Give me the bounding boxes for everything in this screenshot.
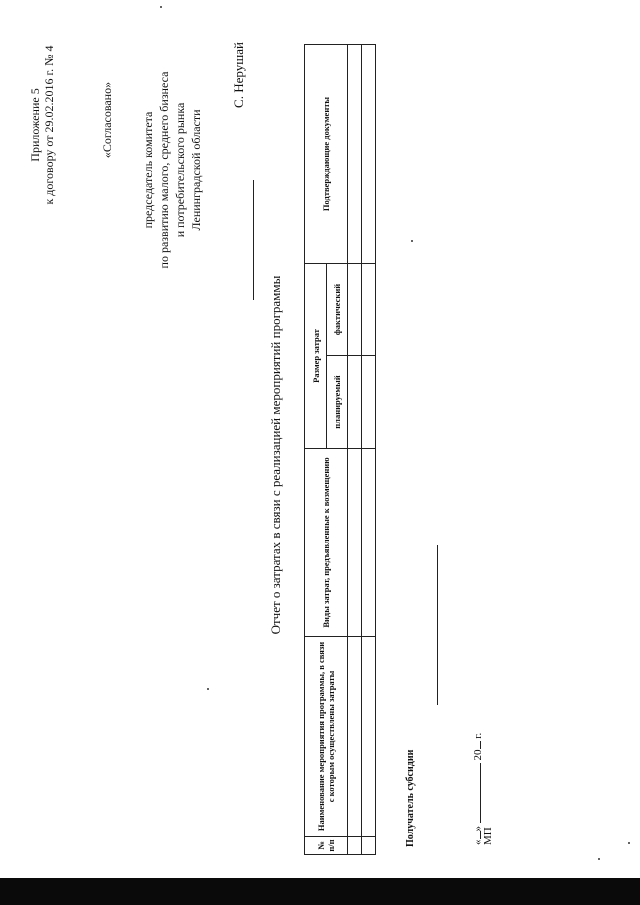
seal-placeholder: МП [482, 827, 494, 845]
approver-position-line4: Ленинградской области [189, 109, 203, 231]
table-cell [348, 449, 362, 637]
table-cell [362, 837, 376, 855]
report-title: Отчет о затратах в связи с реализацией мероприятий программы [268, 275, 283, 635]
scan-speck [160, 6, 162, 8]
cost-report-table [304, 44, 376, 855]
approver-position-line3: и потребительского рынка [173, 102, 187, 238]
recipient-signature-line [437, 545, 438, 705]
scan-speck [411, 240, 413, 242]
appendix-contract: к договору от 29.02.2016 г. № 4 [42, 45, 56, 205]
approver-position-line1: председатель комитета [141, 111, 155, 229]
table-cell [348, 264, 362, 356]
approver-position [140, 35, 204, 305]
approver-name: С. Нерушай [231, 42, 246, 108]
day-blank [470, 832, 481, 840]
table-cell [348, 837, 362, 855]
table-cell [362, 45, 376, 264]
table-cell [362, 356, 376, 449]
subsidy-recipient-label: Получатель субсидии [405, 749, 416, 847]
year-blank [470, 742, 481, 750]
appendix-number: Приложение 5 [28, 88, 42, 162]
scan-bottom-border [0, 878, 640, 905]
month-blank [470, 763, 481, 823]
header-planned: планируемый [327, 356, 348, 449]
table-row [348, 45, 362, 855]
header-activity: Наименование мероприятия программы, в связи с которым осуществлены затраты [305, 637, 348, 837]
table-header-row [305, 45, 327, 855]
date-close-quote: » [472, 826, 484, 832]
header-actual: фактический [327, 264, 348, 356]
table-cell [348, 356, 362, 449]
approver-position-line2: по развитию малого, среднего бизнеса [157, 71, 171, 269]
scan-speck [207, 688, 209, 690]
table-cell [348, 637, 362, 837]
appendix-reference [28, 5, 56, 245]
header-documents: Подтверждающие документы [305, 45, 348, 264]
approval-stamp-text: «Согласовано» [100, 81, 114, 159]
header-cost-types: Виды затрат, предъявленные к возмещению [305, 449, 348, 637]
table-cell [362, 449, 376, 637]
table-cell [362, 637, 376, 837]
table-cell [362, 264, 376, 356]
header-amount: Размер затрат [305, 264, 327, 449]
date-open-quote: « [472, 839, 484, 845]
scan-speck [628, 842, 630, 844]
table-row [362, 45, 376, 855]
year-prefix: 20 [472, 749, 484, 761]
year-suffix: г. [472, 732, 484, 739]
table-cell [348, 45, 362, 264]
approver-signature-line [253, 180, 254, 300]
header-number: № п/п [305, 837, 348, 855]
scan-speck [598, 858, 600, 860]
